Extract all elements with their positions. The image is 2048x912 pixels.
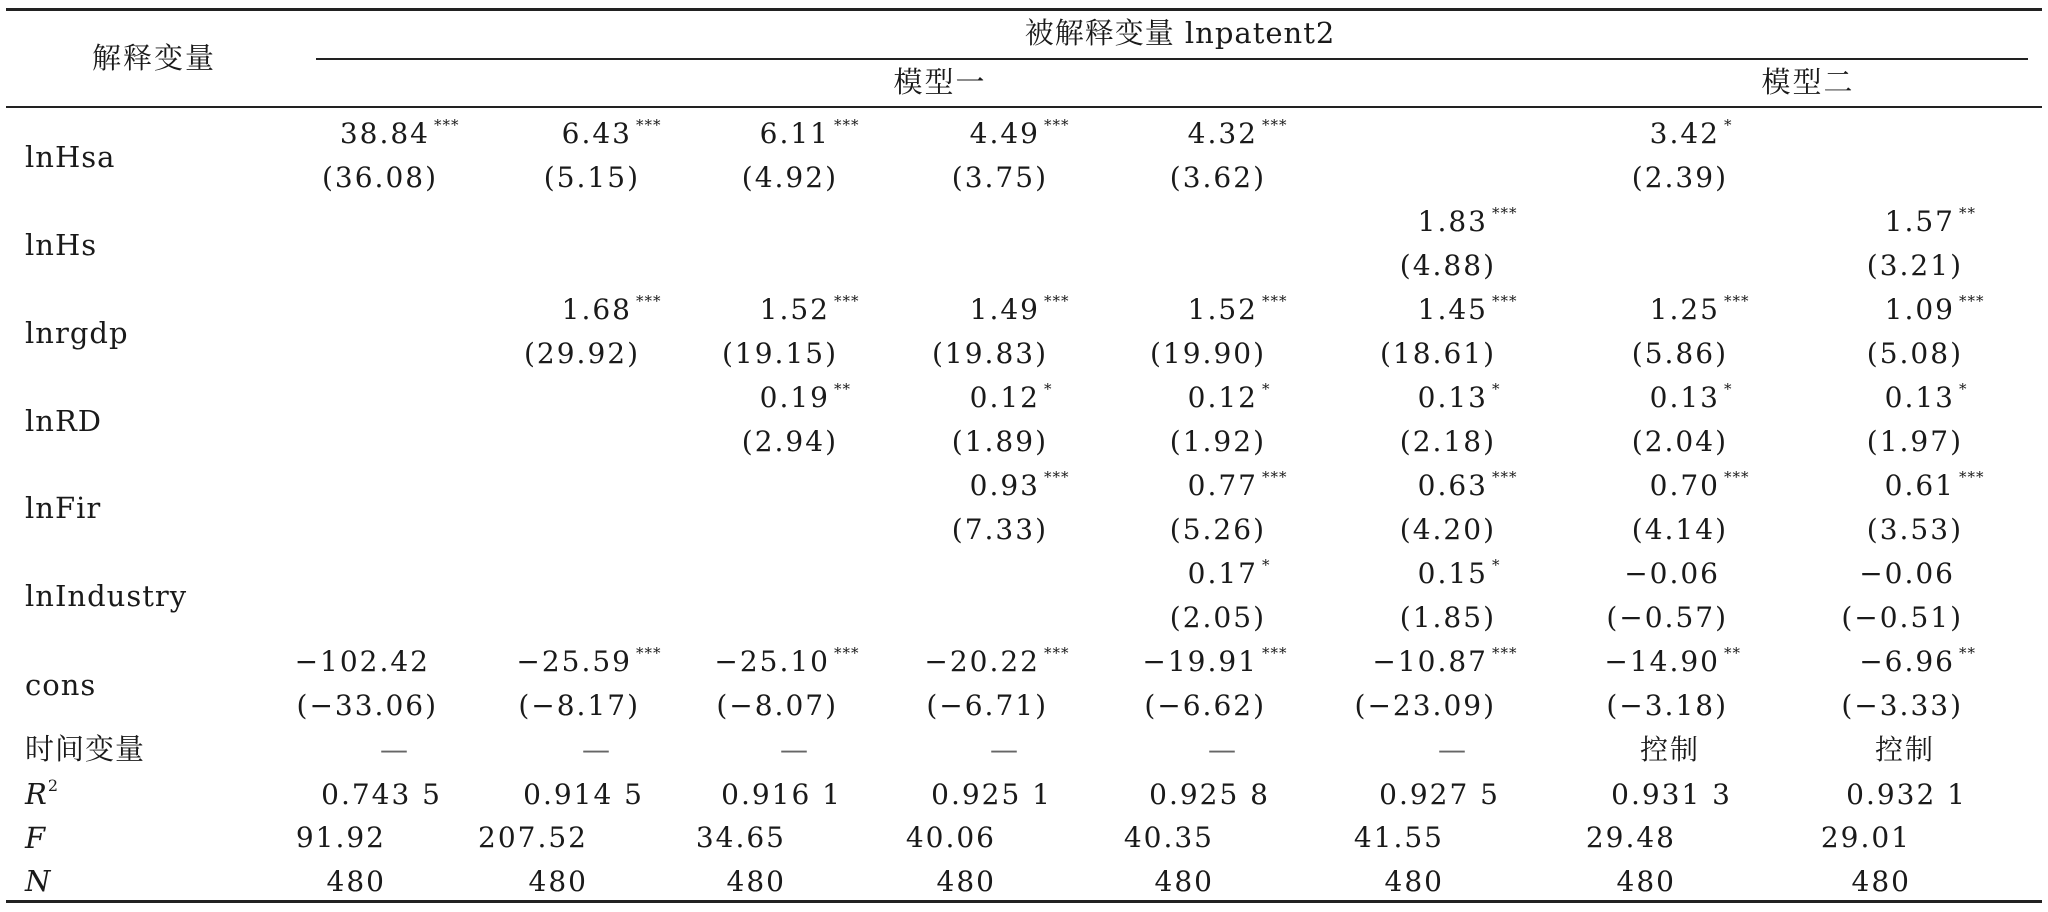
- coefficient: −102.42: [294, 645, 430, 678]
- t-statistic: (−3.18): [1606, 689, 1728, 722]
- r2-value: 0.743 5: [321, 778, 442, 811]
- coefficient: −20.22: [924, 645, 1040, 678]
- coefficient: 0.70: [1649, 469, 1720, 502]
- f-value: 41.55: [1353, 821, 1444, 854]
- row-label-n: N: [25, 864, 52, 898]
- coefficient: 0.63: [1417, 469, 1488, 502]
- t-statistic: (7.33): [951, 513, 1048, 546]
- coefficient: 1.09: [1884, 293, 1955, 326]
- row-label-lnFir: lnFir: [25, 491, 102, 525]
- significance-stars: ***: [636, 644, 662, 662]
- t-statistic: (−6.71): [926, 689, 1048, 722]
- coefficient: 0.17: [1187, 557, 1258, 590]
- time-variable-value: —: [582, 733, 612, 766]
- coefficient: 6.11: [759, 117, 830, 150]
- t-statistic: (5.86): [1631, 337, 1728, 370]
- significance-stars: ***: [636, 292, 662, 310]
- significance-stars: ***: [1262, 644, 1288, 662]
- n-value: 480: [1616, 865, 1676, 898]
- coefficient: 0.12: [1187, 381, 1258, 414]
- n-value: 480: [1154, 865, 1214, 898]
- coefficient: 0.61: [1884, 469, 1955, 502]
- significance-stars: ***: [1044, 468, 1070, 486]
- row-label-r2: $R^2$: [25, 776, 60, 811]
- significance-stars: ***: [1724, 468, 1750, 486]
- t-statistic: (4.88): [1399, 249, 1496, 282]
- explanatory-variable-header: 解释变量: [92, 41, 217, 75]
- header-rule: [6, 106, 2042, 108]
- t-statistic: (3.53): [1866, 513, 1963, 546]
- t-statistic: (4.92): [741, 161, 838, 194]
- significance-stars: ***: [1262, 468, 1288, 486]
- t-statistic: (4.14): [1631, 513, 1728, 546]
- t-statistic: (29.92): [523, 337, 640, 370]
- coefficient: −25.10: [714, 645, 830, 678]
- significance-stars: ***: [434, 116, 460, 134]
- t-statistic: (1.89): [951, 425, 1048, 458]
- significance-stars: ***: [1044, 292, 1070, 310]
- n-value: 480: [726, 865, 786, 898]
- row-label-lnRD: lnRD: [25, 404, 103, 438]
- r2-value: 0.914 5: [523, 778, 644, 811]
- significance-stars: ***: [1044, 644, 1070, 662]
- significance-stars: **: [1959, 644, 1976, 662]
- dependent-variable-header: 被解释变量 lnpatent2: [1024, 16, 1336, 50]
- coefficient: 0.12: [969, 381, 1040, 414]
- coefficient: 0.93: [969, 469, 1040, 502]
- significance-stars: *: [1959, 380, 1968, 398]
- significance-stars: *: [1262, 556, 1271, 574]
- t-statistic: (4.20): [1399, 513, 1496, 546]
- coefficient: −6.96: [1859, 645, 1955, 678]
- row-label-lnrgdp: lnrgdp: [25, 316, 129, 350]
- t-statistic: (18.61): [1379, 337, 1496, 370]
- significance-stars: ***: [1492, 204, 1518, 222]
- t-statistic: (−23.09): [1354, 689, 1496, 722]
- significance-stars: *: [1262, 380, 1271, 398]
- significance-stars: *: [1724, 116, 1733, 134]
- significance-stars: **: [1724, 644, 1741, 662]
- coefficient: −0.06: [1624, 557, 1720, 590]
- t-statistic: (−0.57): [1606, 601, 1728, 634]
- row-label-lnIndustry: lnIndustry: [25, 579, 188, 613]
- coefficient: 0.15: [1417, 557, 1488, 590]
- f-value: 40.06: [905, 821, 996, 854]
- top-rule: [6, 8, 2042, 11]
- coefficient: 0.77: [1187, 469, 1258, 502]
- significance-stars: ***: [636, 116, 662, 134]
- row-label-lnHsa: lnHsa: [25, 140, 116, 174]
- row-label-f: F: [25, 821, 47, 855]
- coefficient: 4.32: [1187, 117, 1258, 150]
- model2-header: 模型二: [1761, 65, 1855, 99]
- t-statistic: (−33.06): [296, 689, 438, 722]
- significance-stars: ***: [834, 116, 860, 134]
- significance-stars: ***: [1959, 292, 1985, 310]
- f-value: 207.52: [478, 821, 588, 854]
- time-variable-value: —: [1438, 733, 1468, 766]
- n-value: 480: [1384, 865, 1444, 898]
- r2-value: 0.932 1: [1846, 778, 1967, 811]
- t-statistic: (−6.62): [1144, 689, 1266, 722]
- t-statistic: (−8.07): [716, 689, 838, 722]
- f-value: 40.35: [1123, 821, 1214, 854]
- time-variable-value: —: [780, 733, 810, 766]
- t-statistic: (1.85): [1399, 601, 1496, 634]
- r2-value: 0.927 5: [1379, 778, 1500, 811]
- coefficient: −10.87: [1372, 645, 1488, 678]
- significance-stars: ***: [1492, 468, 1518, 486]
- t-statistic: (5.26): [1169, 513, 1266, 546]
- t-statistic: (2.18): [1399, 425, 1496, 458]
- t-statistic: (1.92): [1169, 425, 1266, 458]
- coefficient: 0.13: [1884, 381, 1955, 414]
- significance-stars: **: [1959, 204, 1976, 222]
- t-statistic: (19.90): [1149, 337, 1266, 370]
- coefficient: 1.57: [1884, 205, 1955, 238]
- r2-value: 0.916 1: [721, 778, 842, 811]
- row-label-lnHs: lnHs: [25, 228, 98, 262]
- time-variable-value: —: [380, 733, 410, 766]
- header-subrule: [316, 58, 2028, 60]
- t-statistic: (5.08): [1866, 337, 1963, 370]
- t-statistic: (−3.33): [1841, 689, 1963, 722]
- n-value: 480: [326, 865, 386, 898]
- significance-stars: *: [1724, 380, 1733, 398]
- coefficient: 0.13: [1417, 381, 1488, 414]
- t-statistic: (19.83): [931, 337, 1048, 370]
- significance-stars: ***: [1262, 292, 1288, 310]
- coefficient: 6.43: [561, 117, 632, 150]
- coefficient: 3.42: [1649, 117, 1720, 150]
- n-value: 480: [936, 865, 996, 898]
- coefficient: 4.49: [969, 117, 1040, 150]
- t-statistic: (2.94): [741, 425, 838, 458]
- significance-stars: ***: [1724, 292, 1750, 310]
- significance-stars: ***: [1262, 116, 1288, 134]
- significance-stars: *: [1492, 556, 1501, 574]
- time-variable-value: —: [1208, 733, 1238, 766]
- significance-stars: *: [1492, 380, 1501, 398]
- coefficient: 1.52: [759, 293, 830, 326]
- t-statistic: (3.21): [1866, 249, 1963, 282]
- f-value: 91.92: [295, 821, 386, 854]
- f-value: 29.48: [1585, 821, 1676, 854]
- model1-header: 模型一: [893, 65, 987, 99]
- t-statistic: (2.04): [1631, 425, 1728, 458]
- significance-stars: **: [834, 380, 851, 398]
- t-statistic: (−8.17): [518, 689, 640, 722]
- f-value: 34.65: [695, 821, 786, 854]
- coefficient: 1.25: [1649, 293, 1720, 326]
- significance-stars: *: [1044, 380, 1053, 398]
- t-statistic: (5.15): [543, 161, 640, 194]
- r2-value: 0.931 3: [1611, 778, 1732, 811]
- r2-value: 0.925 1: [931, 778, 1052, 811]
- coefficient: 38.84: [339, 117, 430, 150]
- f-value: 29.01: [1820, 821, 1911, 854]
- row-label-cons: cons: [25, 668, 97, 702]
- coefficient: −14.90: [1604, 645, 1720, 678]
- significance-stars: ***: [1044, 116, 1070, 134]
- coefficient: −19.91: [1142, 645, 1258, 678]
- coefficient: −25.59: [516, 645, 632, 678]
- r2-value: 0.925 8: [1149, 778, 1270, 811]
- significance-stars: ***: [1492, 292, 1518, 310]
- t-statistic: (36.08): [321, 161, 438, 194]
- coefficient: 1.52: [1187, 293, 1258, 326]
- coefficient: 1.45: [1417, 293, 1488, 326]
- t-statistic: (3.62): [1169, 161, 1266, 194]
- t-statistic: (3.75): [951, 161, 1048, 194]
- bottom-rule: [6, 900, 2042, 903]
- time-variable-value: 控制: [1874, 733, 1935, 766]
- significance-stars: ***: [1492, 644, 1518, 662]
- time-variable-value: —: [990, 733, 1020, 766]
- t-statistic: (−0.51): [1841, 601, 1963, 634]
- t-statistic: (2.05): [1169, 601, 1266, 634]
- t-statistic: (2.39): [1631, 161, 1728, 194]
- significance-stars: ***: [1959, 468, 1985, 486]
- significance-stars: ***: [834, 644, 860, 662]
- coefficient: 0.19: [759, 381, 830, 414]
- t-statistic: (19.15): [721, 337, 838, 370]
- significance-stars: ***: [834, 292, 860, 310]
- time-variable-value: 控制: [1639, 733, 1700, 766]
- coefficient: 1.83: [1417, 205, 1488, 238]
- coefficient: 1.68: [561, 293, 632, 326]
- t-statistic: (1.97): [1866, 425, 1963, 458]
- n-value: 480: [1851, 865, 1911, 898]
- row-label-time: 时间变量: [25, 732, 146, 766]
- coefficient: 1.49: [969, 293, 1040, 326]
- n-value: 480: [528, 865, 588, 898]
- coefficient: 0.13: [1649, 381, 1720, 414]
- coefficient: −0.06: [1859, 557, 1955, 590]
